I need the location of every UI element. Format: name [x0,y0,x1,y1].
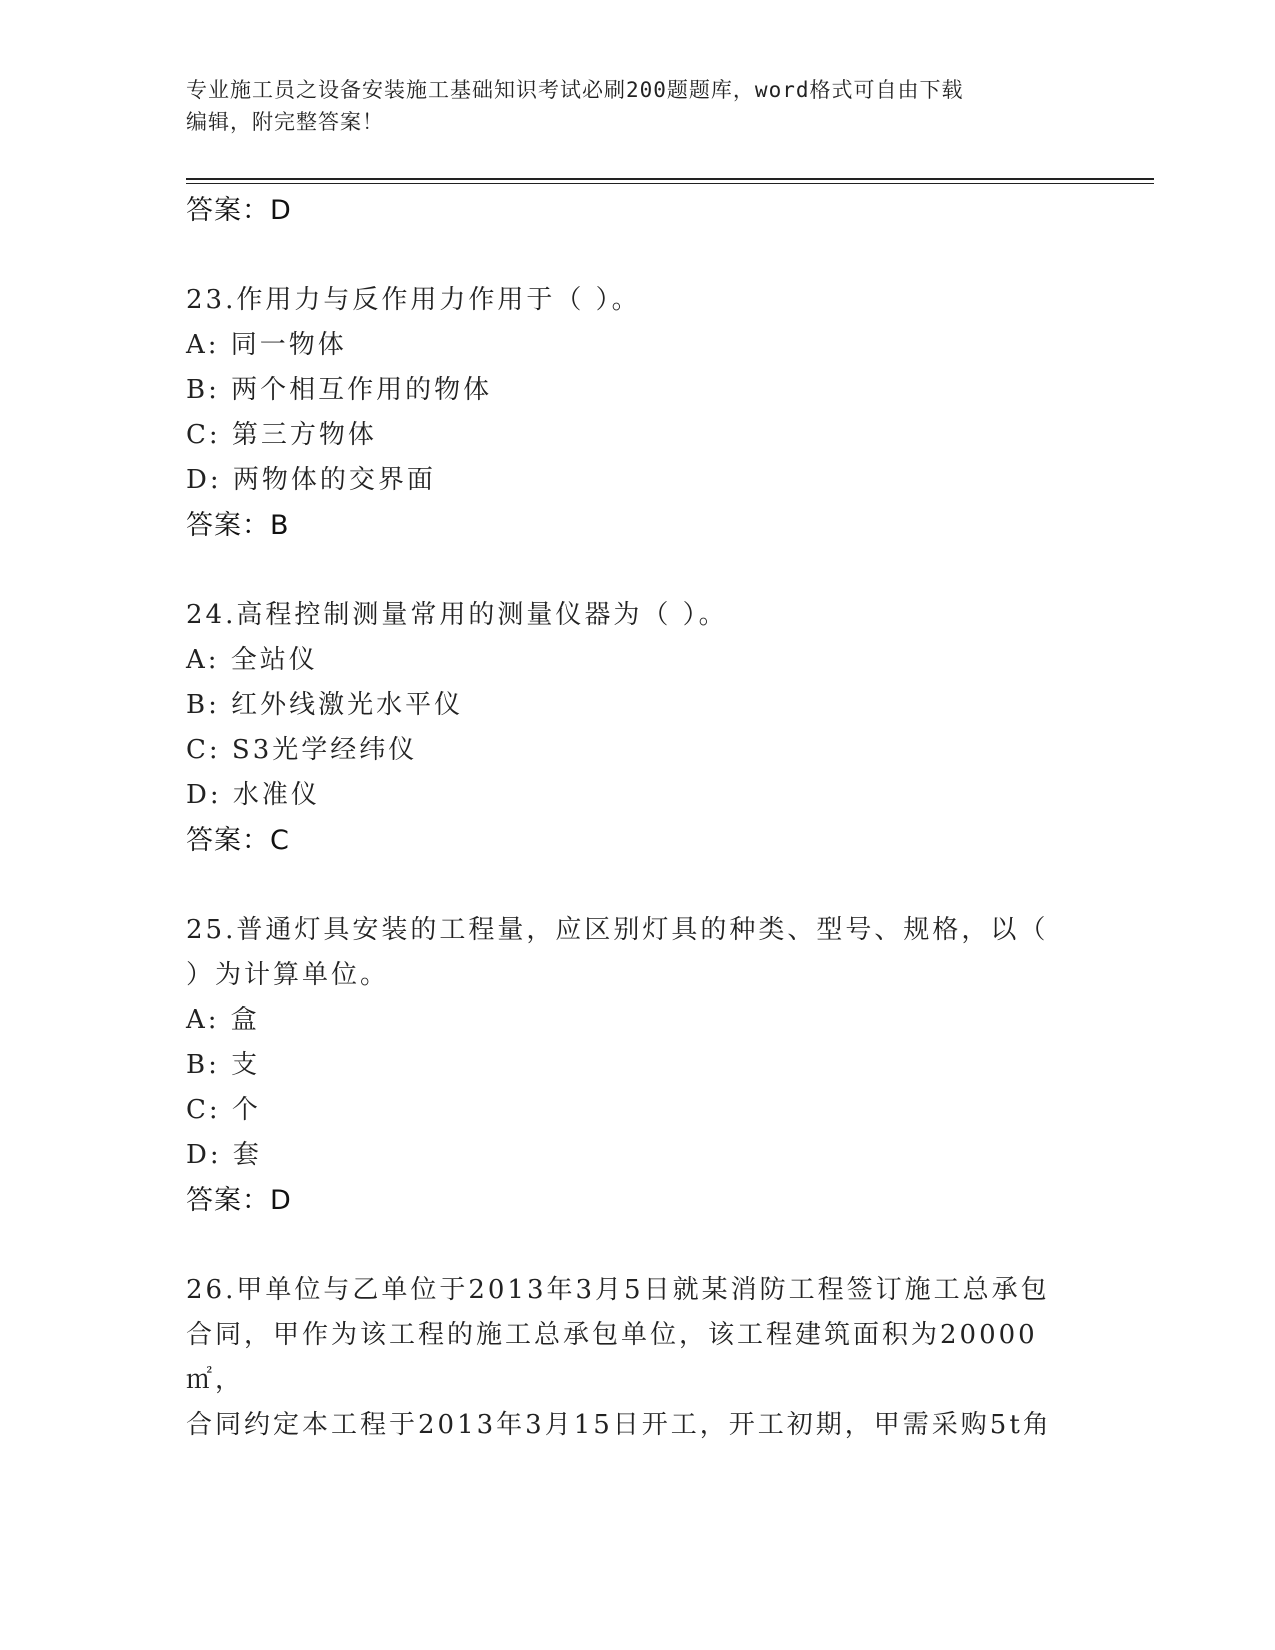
header-rule-thick [186,178,1154,180]
question-stem-line-1: 26.甲单位与乙单位于2013年3月5日就某消防工程签订施工总承包 [186,1275,1050,1305]
question-stem: 23.作用力与反作用力作用于（ ）。 [186,285,641,315]
question-block-24 [186,593,1086,863]
option-d: D: 两物体的交界面 [186,465,436,495]
option-a: A: 全站仪 [186,645,318,675]
option-a: A: 同一物体 [186,330,347,360]
question-stem-line-1: 25.普通灯具安装的工程量，应区别灯具的种类、型号、规格，以（ [186,915,1049,945]
question-stem-line-2: 合同，甲作为该工程的施工总承包单位，该工程建筑面积为20000㎡， [186,1320,1038,1395]
answer-line: 答案：D [186,1185,292,1216]
option-c: C: 第三方物体 [186,420,377,450]
answer-line: 答案：C [186,825,290,856]
option-d: D: 水准仪 [186,780,320,810]
question-block-25 [186,908,1086,1223]
option-d: D: 套 [186,1140,262,1170]
option-b: B: 两个相互作用的物体 [186,375,493,405]
spacer [186,863,1086,908]
question-stem-line-3: 合同约定本工程于2013年3月15日开工，开工初期，甲需采购5t角 [186,1410,1052,1440]
question-stem-line-2: ）为计算单位。 [186,960,390,990]
header-rule-thin [186,183,1154,184]
question-block-23 [186,278,1086,548]
option-b: B: 红外线激光水平仪 [186,690,464,720]
spacer [186,548,1086,593]
question-content [186,188,1086,1448]
option-c: C: S3光学经纬仪 [186,735,418,765]
answer-line: 答案：B [186,510,290,541]
spacer [186,233,1086,278]
question-block-26 [186,1268,1086,1448]
document-header [186,74,1066,138]
option-a: A: 盒 [186,1005,260,1035]
option-c: C: 个 [186,1095,261,1125]
header-line-1: 专业施工员之设备安装施工基础知识考试必刷200题题库，word格式可自由下载 [186,78,964,102]
question-stem: 24.高程控制测量常用的测量仪器为（ ）。 [186,600,728,630]
option-b: B: 支 [186,1050,261,1080]
header-line-2: 编辑，附完整答案！ [186,110,384,134]
answer-line: 答案：D [186,195,292,226]
spacer [186,1223,1086,1268]
